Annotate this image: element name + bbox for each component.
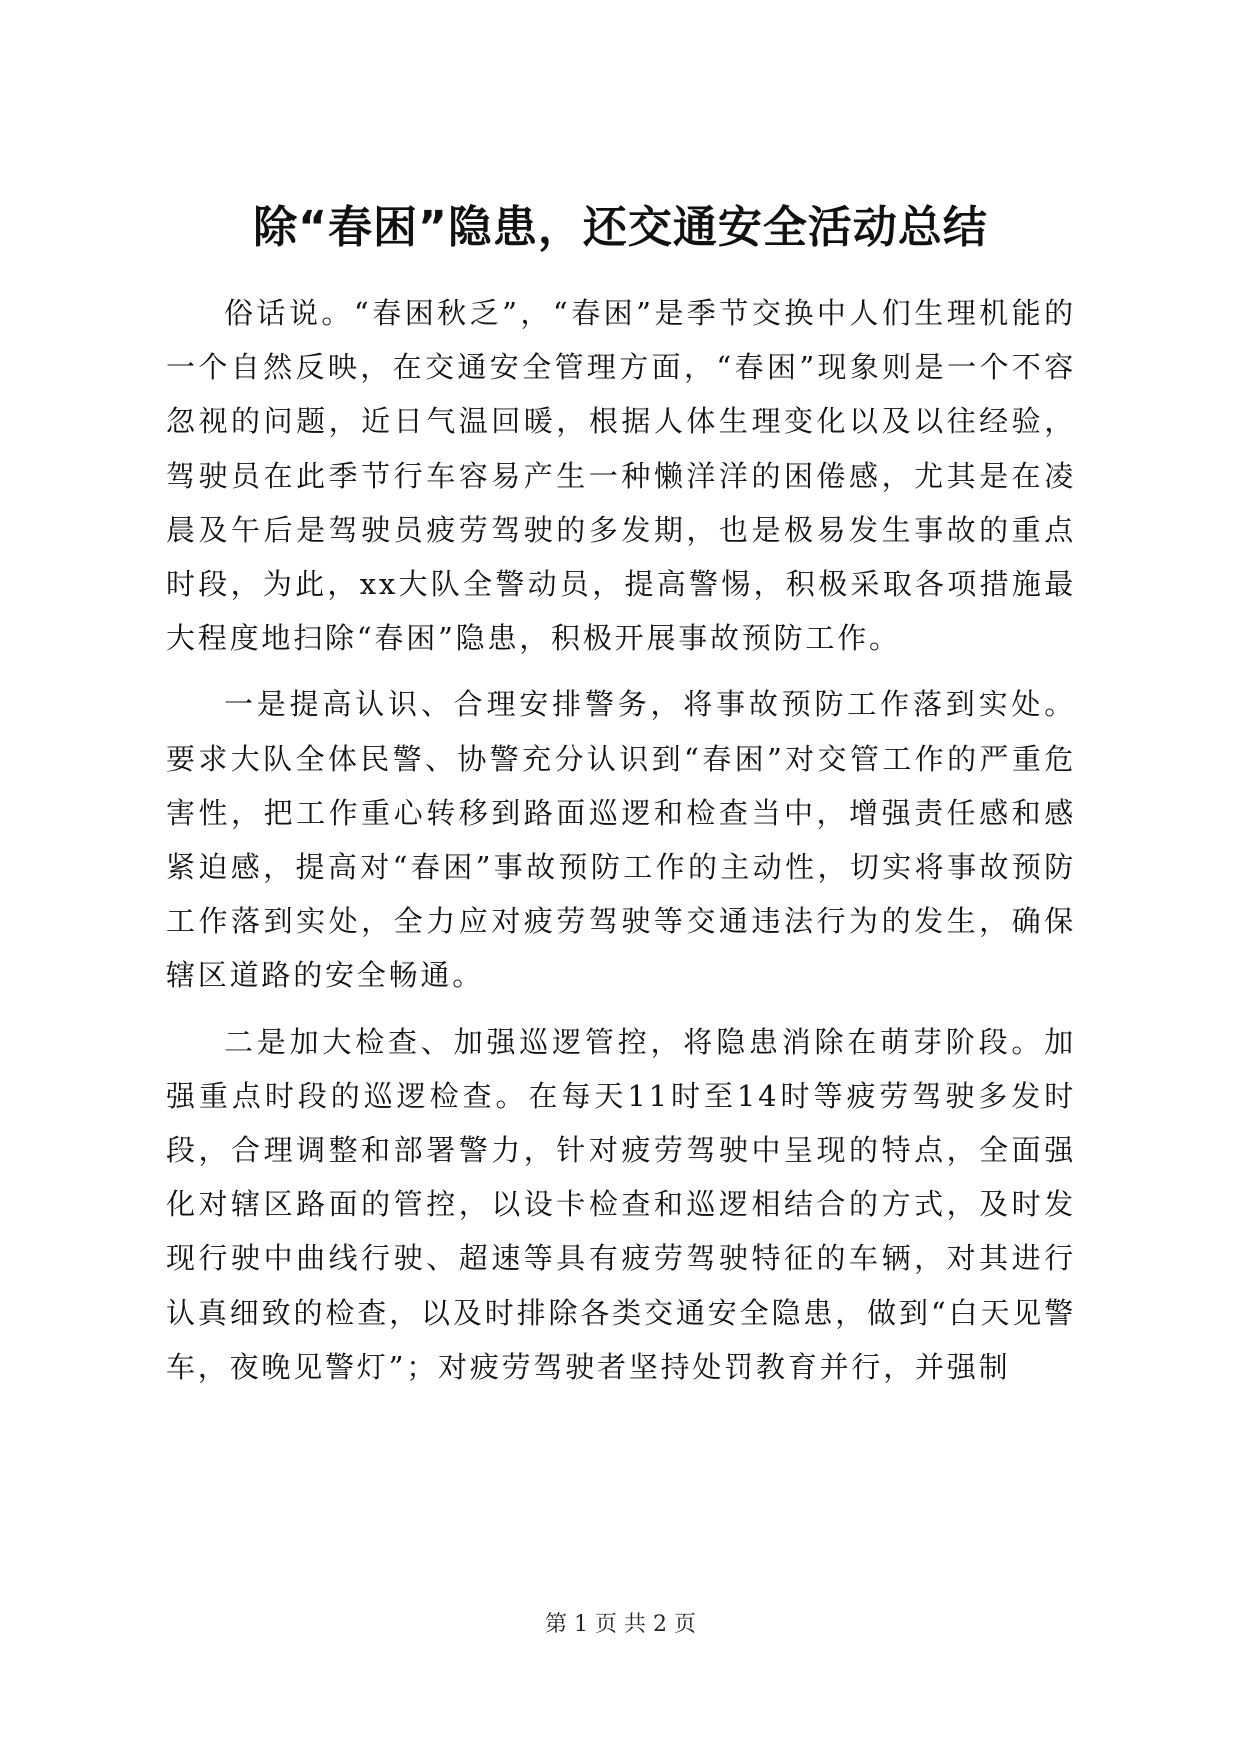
paragraph-point-one: 一是提高认识、合理安排警务，将事故预防工作落到实处。要求大队全体民警、协警充分认识到“春困”对交管工作的严重危害性，把工作重心转移到路面巡逻和检查当中，增强责任感和感紧迫感，提高对“春困”事故预防工作的主动性，切实将事故预防工作落到实处，全力应对疲劳驾驶等交通违法行为的发生，确保辖区道路的安全畅通。 [166,687,1076,993]
page-number-footer: 第 1 页 共 2 页 [545,1612,696,1637]
paragraph-point-two: 二是加大检查、加强巡逻管控，将隐患消除在萌芽阶段。加强重点时段的巡逻检查。在每天11时至14时等疲劳驾驶多发时段，合理调整和部署警力，针对疲劳驾驶中呈现的特点，全面强化对辖区路面的管控，以设卡检查和巡逻相结合的方式，及时发现行驶中曲线行驶、超速等具有疲劳驾驶特征的车辆，对其进行认真细致的检查，以及时排除各类交通安全隐患，做到“白天见警车，夜晚见警灯”；对疲劳驾驶者坚持处罚教育并行，并强制 [166,1024,1076,1384]
document-body [166,286,1076,1406]
paragraph-intro: 俗话说。“春困秋乏”，“春困”是季节交换中人们生理机能的一个自然反映，在交通安全管理方面，“春困”现象则是一个不容忽视的问题，近日气温回暖，根据人体生理变化以及以往经验，驾驶员在此季节行车容易产生一种懒洋洋的困倦感，尤其是在凌晨及午后是驾驶员疲劳驾驶的多发期，也是极易发生事故的重点时段，为此，xx大队全警动员，提高警惕，积极采取各项措施最大程度地扫除“春困”隐患，积极开展事故预防工作。 [166,296,1076,656]
document-title: 除“春困”隐患，还交通安全活动总结 [253,202,988,253]
